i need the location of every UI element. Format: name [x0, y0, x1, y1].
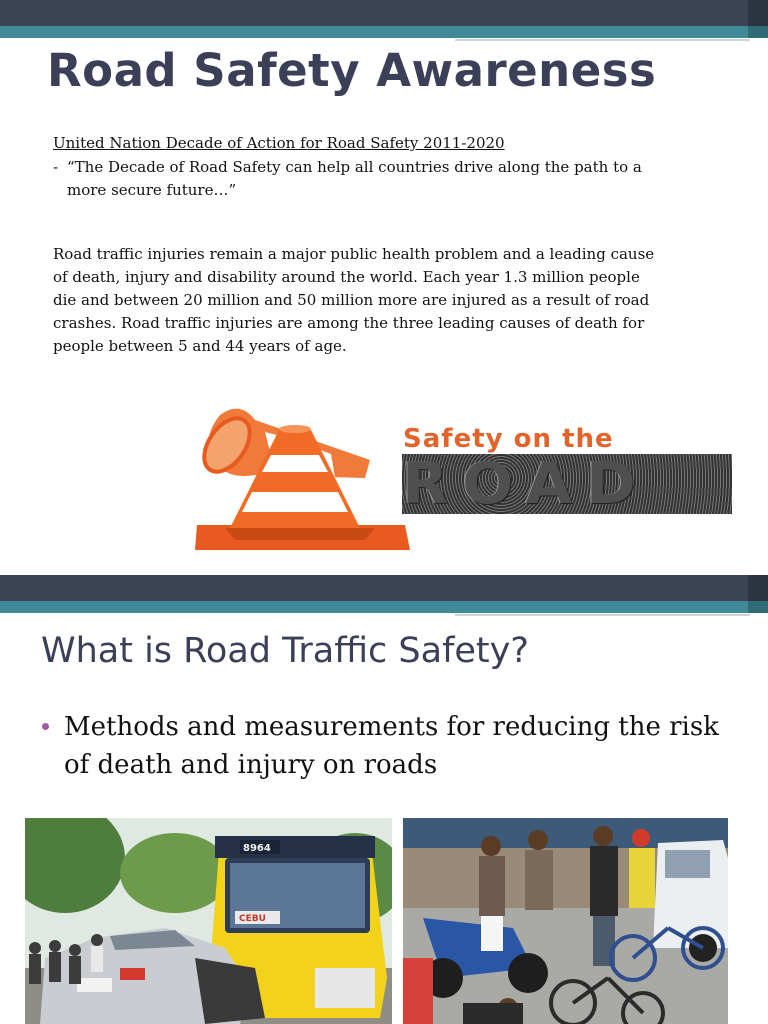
paragraph-line: crashes. Road traffic injuries are among the three leading causes of death for: [53, 314, 645, 332]
quote-line-1: “The Decade of Road Safety can help all countries drive along the path to a: [67, 158, 642, 176]
slide-title: Road Safety Awareness: [47, 44, 657, 97]
header-band-dark: [0, 0, 768, 26]
un-decade-heading: United Nation Decade of Action for Road Safety 2011-2020: [53, 134, 505, 152]
slide-title: What is Road Traffic Safety?: [41, 631, 529, 671]
paragraph-line: Road traffic injuries remain a major public health problem and a leading cause: [53, 245, 655, 263]
header-band: [0, 575, 768, 621]
paragraph-line: die and between 20 million and 50 million more are injured as a result of road: [53, 291, 650, 309]
safety-logo-text: Safety on the: [403, 424, 614, 454]
bus-crash-illustration: [25, 818, 392, 1024]
header-band-stripe: [455, 614, 750, 616]
paragraph-line: of death, injury and disability around the world. Each year 1.3 million people: [53, 268, 640, 286]
bus-crash-photo: [25, 818, 392, 1024]
bicycle-accident-photo: [403, 818, 728, 1024]
quote-dash: -: [53, 158, 59, 176]
bus-sign: CEBU: [239, 914, 266, 924]
bullet-line-1: Methods and measurements for reducing the risk: [64, 712, 719, 742]
bullet-line-2: of death and injury on roads: [64, 750, 438, 780]
bullet-dot-icon: [42, 723, 49, 730]
header-band-dark: [0, 575, 768, 601]
decade-quote: [53, 156, 713, 202]
slide-what-is-road-traffic-safety: [0, 575, 768, 1024]
street-accident-illustration: [403, 818, 728, 1024]
traffic-cone-icon: [195, 400, 415, 555]
header-band: [0, 0, 768, 46]
quote-line-2: more secure future…”: [67, 181, 237, 199]
injury-paragraph: [53, 243, 733, 358]
header-band-teal: [0, 601, 768, 613]
road-logo-word: ROAD: [402, 450, 650, 518]
paragraph-line: people between 5 and 44 years of age.: [53, 337, 347, 355]
parked-car-icon: [653, 840, 728, 962]
road-logo-text: [402, 450, 732, 518]
bus-number: 8964: [243, 843, 271, 854]
bullet-item: [42, 708, 742, 784]
header-band-teal: [0, 26, 768, 38]
header-band-stripe: [455, 39, 750, 41]
